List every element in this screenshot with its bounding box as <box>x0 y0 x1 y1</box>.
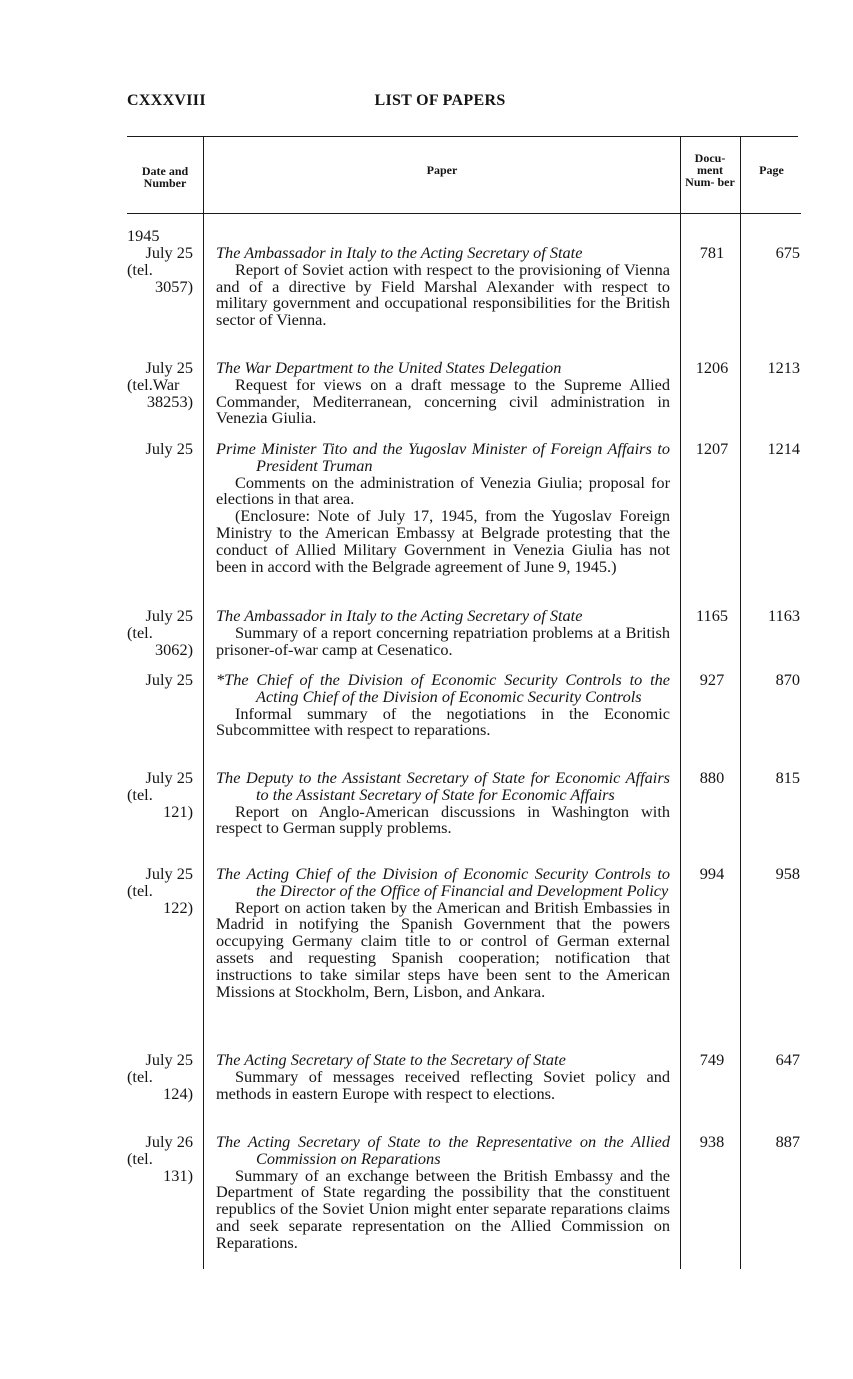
entry-date <box>120 866 193 916</box>
entry-summary: Request for views on a draft message to the Supreme Allied Commander, Mediterranean, concerning civil administration in Venezia Giulia. <box>216 374 670 428</box>
entry-title: The War Department to the United States Delegation <box>216 358 562 377</box>
entry-paper <box>216 866 670 1000</box>
entry-title: The Ambassador in Italy to the Acting Secretary of State <box>216 243 583 262</box>
entry-telegram-line: (tel. <box>127 880 153 900</box>
entry-year: 1945 <box>127 226 160 245</box>
entry-date-label: July 25 <box>145 864 193 883</box>
entry-telegram-line: 131) <box>163 1165 193 1185</box>
entry-telegram-line: (tel. <box>127 259 153 279</box>
entry-telegram-line: (tel. <box>127 1066 153 1086</box>
document-number: 1207 <box>695 439 729 458</box>
document-number: 880 <box>699 768 725 787</box>
entry-paper <box>216 672 670 739</box>
entry-date <box>120 1052 193 1102</box>
entry-paper <box>216 360 670 427</box>
entry-telegram-line: 3057) <box>155 276 193 296</box>
entry-date-label: July 26 <box>145 1132 193 1151</box>
document-number: 749 <box>699 1050 725 1069</box>
entry-title: The Acting Chief of the Division of Economic Security Controls to the Director of the Office of Financial and Development Policy <box>216 864 670 900</box>
entry-summary: Summary of messages received reflecting Soviet policy and methods in eastern Europe with respect to elections. <box>216 1066 670 1103</box>
entry-title: The Acting Secretary of State to the Secretary of State <box>216 1050 566 1069</box>
entry-date-label: July 25 <box>145 670 193 689</box>
entry-summary: Report of Soviet action with respect to the provisioning of Vienna and of a directive by Field Marshal Alexander with respect to military government and occupational responsibilities for the British sector of Vienna. <box>216 259 670 330</box>
entry-title: *The Chief of the Division of Economic Security Controls to the Acting Chief of the Division of Economic Security Controls <box>216 670 670 706</box>
column-header-paper: Paper <box>426 163 458 177</box>
entry-title: Prime Minister Tito and the Yugoslav Minister of Foreign Affairs to President Truman <box>216 439 670 475</box>
entry-date-label: July 25 <box>145 243 193 262</box>
entry-paper <box>216 441 670 575</box>
table-top-rule <box>127 136 798 137</box>
document-number: 927 <box>699 670 725 689</box>
entry-date-label: July 25 <box>145 1050 193 1069</box>
entry-paper <box>216 608 670 658</box>
entry-telegram-line: 121) <box>163 801 193 821</box>
entry-date <box>120 1134 193 1184</box>
document-number: 781 <box>699 243 725 262</box>
column-header-page: Page <box>759 163 784 177</box>
entry-summary: Informal summary of the negotiations in the Economic Subcommittee with respect to reparations. <box>216 703 670 740</box>
entry-date <box>120 441 193 458</box>
entry-date-label: July 25 <box>145 606 193 625</box>
entry-telegram-line: (tel. <box>127 1148 153 1168</box>
entry-paper <box>216 1134 670 1252</box>
column-header-document: Docu- ment Num- ber <box>685 151 735 189</box>
column-divider-paper <box>203 137 204 1269</box>
entry-telegram-line: 122) <box>163 897 193 917</box>
entry-date-label: July 25 <box>145 358 193 377</box>
entry-date-label: July 25 <box>145 768 193 787</box>
header-bottom-rule <box>127 213 801 214</box>
entry-title: The Acting Secretary of State to the Representative on the Allied Commission on Reparations <box>216 1132 670 1168</box>
page-title: LIST OF PAPERS <box>374 92 506 109</box>
column-divider-document <box>680 137 681 1269</box>
entry-title: The Ambassador in Italy to the Acting Secretary of State <box>216 606 583 625</box>
document-number: 938 <box>699 1132 725 1151</box>
running-head <box>127 92 801 112</box>
entry-telegram-line: 38253) <box>146 391 193 411</box>
entry-date <box>120 245 193 295</box>
entry-date <box>120 672 193 689</box>
column-divider-page <box>740 137 741 1269</box>
entry-date <box>120 770 193 820</box>
entry-telegram-line: 3062) <box>155 639 193 659</box>
entry-title: The Deputy to the Assistant Secretary of State for Economic Affairs to the Assistant Secretary of State for Economic Affairs <box>216 768 670 804</box>
column-header-date: Date and Number <box>141 164 189 190</box>
entry-telegram-line: 124) <box>163 1083 193 1103</box>
entry-paper <box>216 770 670 837</box>
entry-telegram-line: (tel. <box>127 784 153 804</box>
entry-date <box>120 608 193 658</box>
entry-paper <box>216 245 670 329</box>
entry-date <box>120 360 193 410</box>
document-number: 1206 <box>695 358 729 377</box>
entry-paper <box>216 1052 670 1102</box>
entry-enclosure: (Enclosure: Note of July 17, 1945, from the Yugoslav Foreign Ministry to the American Embassy at Belgrade protesting that the conduct of Allied Military Government in Venezia Giulia has not been in accord with the Belgrade agreement of June 9, 1945.) <box>216 506 670 576</box>
entry-date-label: July 25 <box>145 439 193 458</box>
page-reference: 815 <box>775 768 800 787</box>
entry-summary: Comments on the administration of Venezia Giulia; proposal for elections in that area. <box>216 472 670 509</box>
entry-telegram-line: (tel.War <box>127 374 180 394</box>
page-reference: 887 <box>775 1132 800 1151</box>
entry-telegram-line: (tel. <box>127 622 153 642</box>
page-reference: 1214 <box>767 439 800 458</box>
entry-summary: Report on action taken by the American and British Embassies in Madrid in notifying the Spanish Government that the powers occupying Germany claim title to or control of German external assets and requesting Spanish cooperation; notification that instructions to take similar steps have been sent to the American Missions at Stockholm, Bern, Lisbon, and Ankara. <box>216 897 670 1001</box>
page-reference: 958 <box>775 864 800 883</box>
page-reference: 1213 <box>767 358 800 377</box>
page-reference: 675 <box>775 243 800 262</box>
document-number: 994 <box>699 864 725 883</box>
entry-summary: Report on Anglo-American discussions in Washington with respect to German supply problems. <box>216 801 670 838</box>
page-reference: 870 <box>775 670 800 689</box>
document-number: 1165 <box>696 606 728 625</box>
entry-summary: Summary of a report concerning repatriation problems at a British prisoner-of-war camp at Cesenatico. <box>216 622 670 659</box>
page-reference: 1163 <box>768 606 800 625</box>
page-reference: 647 <box>775 1050 800 1069</box>
page-number: CXXXVIII <box>127 92 206 109</box>
entry-summary: Summary of an exchange between the British Embassy and the Department of State regarding the possibility that the constituent republics of the Soviet Union might enter separate reparations claims and seek separate representation on the Allied Commission on Reparations. <box>216 1165 670 1252</box>
